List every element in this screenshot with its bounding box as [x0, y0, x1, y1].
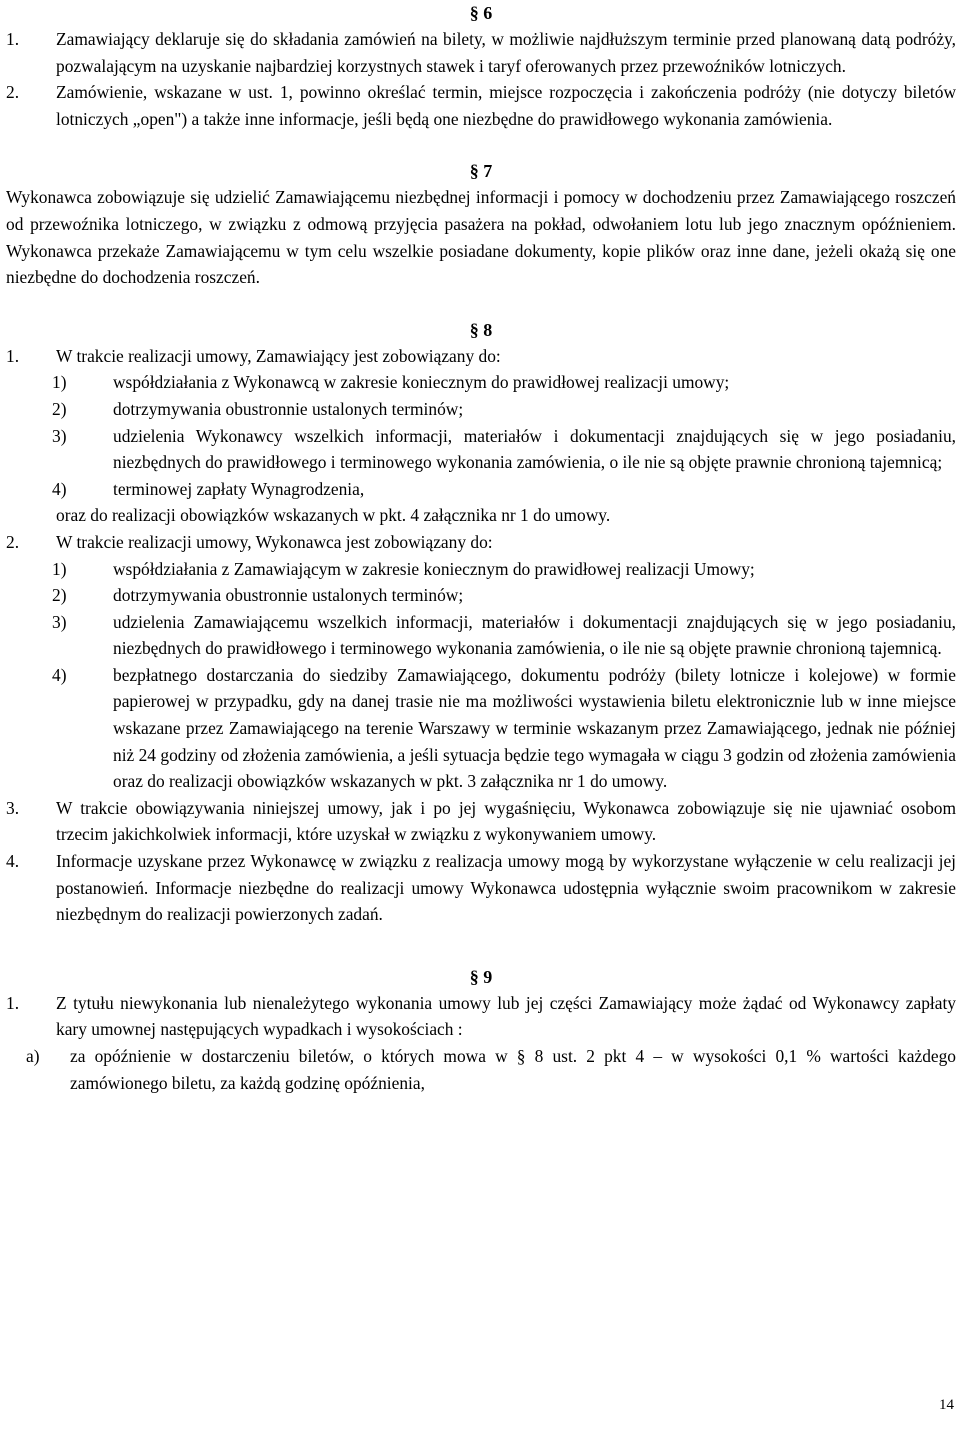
- sub-item-number: 3): [52, 611, 67, 632]
- sub-item-text: dotrzymywania obustronnie ustalonych terminów;: [113, 585, 464, 606]
- section-number: 7: [483, 161, 493, 182]
- sub-item-text: dotrzymywania obustronnie ustalonych terminów;: [113, 398, 464, 419]
- sub-list-item: [6, 582, 956, 609]
- sub-list-item: [6, 609, 956, 662]
- sub-item-number: 3): [52, 425, 67, 446]
- page-number: 14: [939, 1397, 954, 1413]
- item-text: za opóźnienie w dostarczeniu biletów, o których mowa w § 8 ust. 2 pkt 4 – w wysokości 0,1 % wartości każdego zamówionego biletu, za każdą godzinę opóźnienia,: [70, 1046, 956, 1093]
- item-number: 4.: [6, 851, 20, 872]
- lettered-item: [6, 1043, 956, 1096]
- sub-item-text: bezpłatnego dostarczania do siedziby Zamawiającego, dokumentu podróży (bilety lotnicze i kolejowe) w formie papierowej w przypadku, gdy na danej trasie nie ma możliwości wystawienia biletu elektronicznie lub w inne miejsce wskazane przez Zamawiającego na terenie Warszawy w terminie wskazanym przez Zamawiającego, jednak nie później niż 24 godziny od złożenia zamówienia, a jeśli sytuacja będzie tego wymagała w ciągu 3 godzin od złożenia zamówienia oraz do realizacji obowiązków wskazanych w pkt. 3 załącznika nr 1 do umowy.: [113, 664, 956, 792]
- list-item: [6, 990, 956, 1043]
- sub-item-number: 2): [52, 398, 67, 419]
- sub-item-number: 1): [52, 558, 67, 579]
- sub-item-text: współdziałania z Wykonawcą w zakresie koniecznym do prawidłowej realizacji umowy;: [113, 372, 730, 393]
- item-text: W trakcie obowiązywania niniejszej umowy, jak i po jej wygaśnięciu, Wykonawca zobowiązuje się nie ujawniać osobom trzecim jakichkolwiek informacji, które uzyskał w związku z wykonywaniem umowy.: [56, 797, 956, 845]
- sub-item-number: 2): [52, 585, 67, 606]
- sub-list-item: [6, 476, 956, 503]
- sub-item-text: udzielenia Zamawiającemu wszelkich informacji, materiałów i dokumentacji znajdujących się w jego posiadaniu, niezbędnych do prawidłowego i terminowego wykonania zamówienia, o ile nie są objęte prawnie chronioną tajemnicą.: [113, 611, 956, 659]
- item-text: Z tytułu niewykonania lub nienależytego wykonania umowy lub jej części Zamawiający może żądać od Wykonawcy zapłaty kary umownej następujących wypadkach i wysokościach :: [56, 992, 956, 1040]
- section-number: 9: [483, 966, 493, 987]
- list-item-tail: oraz do realizacji obowiązków wskazanych w pkt. 4 załącznika nr 1 do umowy.: [56, 505, 611, 526]
- list-item: [6, 848, 956, 928]
- section-symbol: §: [469, 3, 479, 23]
- section-symbol: §: [469, 966, 479, 987]
- section-heading-7: [6, 158, 956, 184]
- sub-list-item: [6, 423, 956, 476]
- sub-list-item: [6, 369, 956, 396]
- item-number: 2.: [6, 531, 20, 552]
- item-text: W trakcie realizacji umowy, Wykonawca jest zobowiązany do:: [56, 531, 493, 552]
- sub-item-text: terminowej zapłaty Wynagrodzenia,: [113, 478, 365, 499]
- sub-item-number: 1): [52, 372, 67, 393]
- item-number: 1.: [6, 992, 20, 1013]
- section-number: 6: [483, 3, 493, 23]
- sub-list-item: [6, 662, 956, 795]
- list-item: [6, 529, 956, 556]
- document-page: [6, 0, 956, 1096]
- item-text: Zamówienie, wskazane w ust. 1, powinno określać termin, miejsce rozpoczęcia i zakończenia podróży (nie dotyczy biletów lotniczych „open") a także inne informacje, jeśli będą one niezbędne do prawidłowego wykonania zamówienia.: [56, 82, 956, 129]
- item-number: 1.: [6, 345, 20, 366]
- list-item: [6, 79, 956, 132]
- sub-item-text: udzielenia Wykonawcy wszelkich informacji, materiałów i dokumentacji znajdujących się w jego posiadaniu, niezbędnych do prawidłowego i terminowego wykonania zamówienia, o ile nie są objęte prawnie chronioną tajemnicą;: [113, 425, 956, 473]
- sub-list-item: [6, 396, 956, 423]
- sub-item-number: 4): [52, 478, 67, 499]
- sub-item-text: współdziałania z Zamawiającym w zakresie koniecznym do prawidłowej realizacji Umowy;: [113, 558, 755, 579]
- item-number: 1.: [6, 29, 20, 49]
- section-heading-6: [6, 0, 956, 26]
- list-item: [6, 26, 956, 79]
- sub-list-item: [6, 556, 956, 583]
- paragraph: Wykonawca zobowiązuje się udzielić Zamawiającemu niezbędnej informacji i pomocy w dochodzeniu przez Zamawiającego roszczeń od przewoźnika lotniczego, w związku z odmową przyjęcia pasażera na pokład, odwołaniem lotu lub jego znacznym opóźnieniem. Wykonawca przekaże Zamawiającemu w tym celu wszelkie posiadane dokumenty, kopie plików oraz inne dane, jeżeli okażą się one niezbędne do dochodzenia roszczeń.: [6, 187, 956, 288]
- item-letter: a): [26, 1046, 40, 1066]
- item-number: 3.: [6, 797, 20, 818]
- section-symbol: §: [469, 319, 479, 340]
- item-text: Informacje uzyskane przez Wykonawcę w związku z realizacja umowy mogą by wykorzystane wyłączenie w celu realizacji jej postanowień. Informacje niezbędne do realizacji umowy Wykonawca udostępnia wyłącznie swoim pracownikom w zakresie niezbędnym do realizacji powierzonych zadań.: [56, 851, 956, 925]
- sub-item-number: 4): [52, 664, 67, 685]
- section-heading-8: [6, 317, 956, 343]
- section-heading-9: [6, 964, 956, 990]
- item-number: 2.: [6, 82, 20, 103]
- section-number: 8: [483, 319, 493, 340]
- list-item: [6, 795, 956, 848]
- section-symbol: §: [469, 161, 479, 182]
- item-text: W trakcie realizacji umowy, Zamawiający jest zobowiązany do:: [56, 345, 501, 366]
- item-text: Zamawiający deklaruje się do składania zamówień na bilety, w możliwie najdłuższym terminie przed planowaną datą podróży, pozwalającym na uzyskanie najbardziej korzystnych stawek i taryf oferowanych przez przewoźników lotniczych.: [56, 29, 956, 76]
- list-item: [6, 343, 956, 370]
